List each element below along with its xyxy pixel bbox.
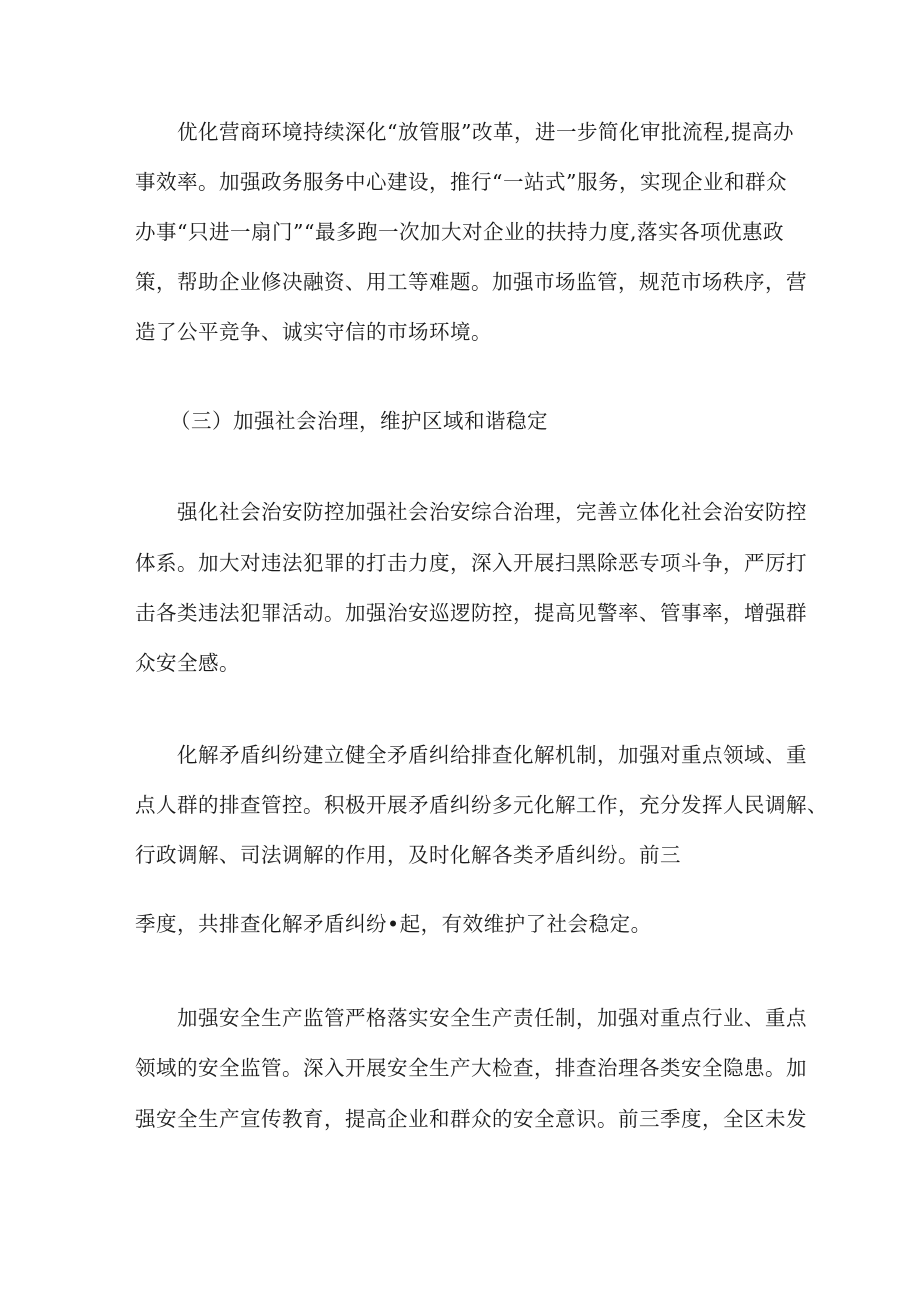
para1-line-2: 事效率。加强政务服务中心建设，推行“一站式”服务，实现企业和群众: [135, 170, 787, 194]
para4-line-1: 加强安全生产监管严格落实安全生产责任制，加强对重点行业、重点: [177, 1006, 807, 1030]
para1-line-1: 优化营商环境持续深化“放管服”改革，进一步简化审批流程,提高办: [177, 120, 794, 144]
para1-line-5: 造了公平竞争、诚实守信的市场环境。: [135, 320, 492, 344]
para3-line-3: 行政调解、司法调解的作用，及时化解各类矛盾纠纷。前三: [135, 843, 681, 867]
para2-line-4: 众安全感。: [135, 651, 240, 675]
para2-line-2: 体系。加大对违法犯罪的打击力度，深入开展扫黑除恶专项斗争，严厉打: [135, 551, 807, 575]
para4-line-2: 领域的安全监管。深入开展安全生产大检查，排查治理各类安全隐患。加: [135, 1056, 807, 1080]
section-heading: （三）加强社会治理，维护区域和谐稳定: [170, 409, 548, 433]
para2-line-1: 强化社会治安防控加强社会治安综合治理，完善立体化社会治安防控: [177, 500, 807, 524]
para3-line-2: 点人群的排查管控。积极开展矛盾纠纷多元化解工作，充分发挥人民调解、: [135, 793, 828, 817]
para4-line-3: 强安全生产宣传教育，提高企业和群众的安全意识。前三季度，全区未发: [135, 1107, 807, 1131]
para3-line-1: 化解矛盾纠纷建立健全矛盾纠给排查化解机制，加强对重点领域、重: [177, 743, 807, 767]
para1-line-4: 策，帮助企业修决融资、用工等难题。加强市场监管，规范市场秩序，营: [135, 270, 807, 294]
para3-line-4: 季度，共排查化解矛盾纠纷•起，有效维护了社会稳定。: [135, 912, 652, 936]
para1-line-3: 办事“只进一扇门”“最多跑一次加大对企业的扶持力度,落实各项优惠政: [135, 220, 784, 244]
para2-line-3: 击各类违法犯罪活动。加强治安巡逻防控，提高见警率、管事率，增强群: [135, 601, 807, 625]
